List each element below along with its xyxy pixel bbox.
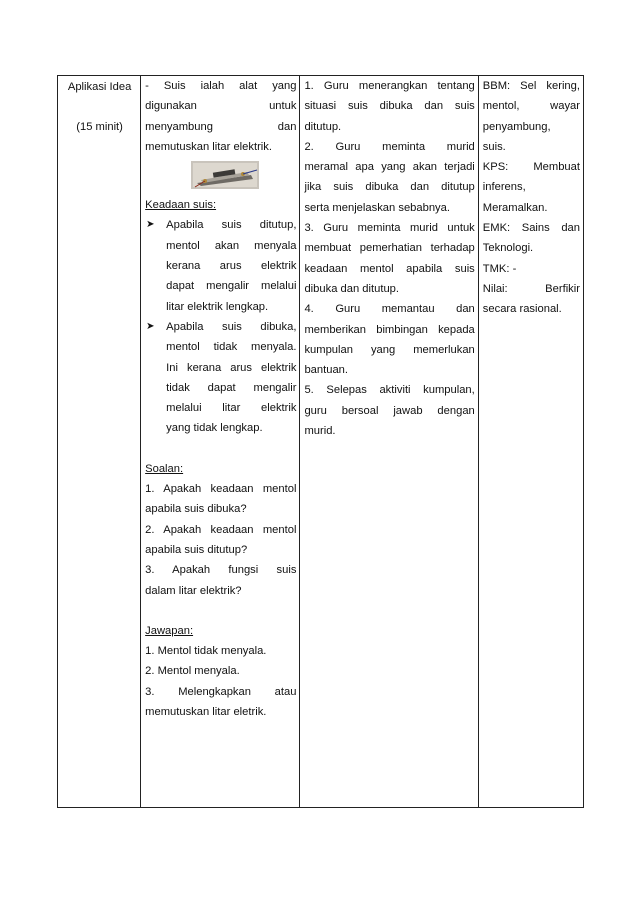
arrow-bullet-icon: ➤ xyxy=(146,219,155,231)
intro-line: - Suis ialah alat yang xyxy=(145,80,297,92)
content-cell xyxy=(141,76,300,808)
arrow-bullet-icon: ➤ xyxy=(146,320,155,332)
questions-heading: Soalan: xyxy=(145,462,184,475)
answers-heading: Jawapan: xyxy=(145,624,194,637)
list-item: ➤ Apabila suis ditutup, mentol akan menyala kerana arus elektrik dapat mengalir melalui litar elektrik lengkap. xyxy=(145,215,296,316)
note-line: BBM: Sel kering, xyxy=(482,80,580,92)
intro-line: menyambung dan xyxy=(145,120,297,133)
step-line: serta menjelaskan sebabnya. xyxy=(304,201,450,214)
step-line: 2. Guru meminta murid xyxy=(304,140,475,153)
note-line: EMK: Sains dan xyxy=(482,222,580,235)
question-line: 3. Apakah fungsi suis xyxy=(145,564,297,577)
answer-line: memutuskan litar eletrik. xyxy=(145,706,267,719)
question-line: dalam litar elektrik? xyxy=(145,584,242,597)
answer-line: 2. Mentol menyala. xyxy=(145,665,240,678)
step-line: kumpulan yang memerlukan xyxy=(304,343,475,356)
note-line: penyambung, xyxy=(482,120,551,133)
table-row xyxy=(58,76,584,808)
question-line: apabila suis ditutup? xyxy=(145,543,248,556)
step-line: guru bersoal jawab dengan xyxy=(304,404,475,417)
step-line: jika suis dibuka dan ditutup xyxy=(304,181,475,194)
notes-cell xyxy=(478,76,583,808)
step-line: 4. Guru memantau dan xyxy=(304,303,475,316)
step-line: bantuan. xyxy=(304,364,349,377)
note-line: Teknologi. xyxy=(482,242,534,255)
stage-title: Aplikasi Idea xyxy=(67,81,132,93)
step-line: 3. Guru meminta murid untuk xyxy=(304,222,475,235)
question-line: apabila suis dibuka? xyxy=(145,503,247,516)
note-line: secara rasional. xyxy=(482,303,562,316)
note-line: suis. xyxy=(482,140,506,153)
lesson-plan-table xyxy=(57,75,584,808)
intro-line: memutuskan litar elektrik. xyxy=(145,140,272,153)
step-line: memberikan bimbingan kepada xyxy=(304,323,475,336)
note-line: TMK: - xyxy=(482,262,517,275)
step-line: murid. xyxy=(304,425,336,438)
note-line: Meramalkan. xyxy=(482,201,548,214)
step-line: keadaan mentol apabila suis xyxy=(304,262,475,275)
question-line: 1. Apakah keadaan mentol xyxy=(145,483,297,496)
step-line: dibuka dan ditutup. xyxy=(304,282,400,295)
activity-cell xyxy=(300,76,478,808)
step-line: ditutup. xyxy=(304,120,342,133)
note-line: mentol, wayar xyxy=(482,100,580,113)
question-line: 2. Apakah keadaan mentol xyxy=(145,523,297,536)
note-line: Nilai: Berfikir xyxy=(482,282,580,295)
stage-duration: (15 minit) xyxy=(76,121,123,134)
step-line: membuat pemerhatian terhadap xyxy=(304,242,475,255)
state-list xyxy=(145,215,296,438)
step-line: 5. Selepas aktiviti kumpulan, xyxy=(304,384,475,397)
note-line: inferens, xyxy=(482,181,526,194)
step-line: 1. Guru menerangkan tentang xyxy=(304,80,475,92)
state-heading: Keadaan suis: xyxy=(145,199,217,212)
intro-line: digunakan untuk xyxy=(145,100,297,113)
note-line: KPS: Membuat xyxy=(482,161,580,174)
step-line: situasi suis dibuka dan suis xyxy=(304,100,475,113)
answer-line: 1. Mentol tidak menyala. xyxy=(145,645,267,658)
stage-cell xyxy=(58,76,141,808)
answer-line: 3. Melengkapkan atau xyxy=(145,685,297,698)
switch-image xyxy=(191,161,259,189)
step-line: meramal apa yang akan terjadi xyxy=(304,161,475,174)
list-item: ➤ Apabila suis dibuka, mentol tidak menyala. Ini kerana arus elektrik tidak dapat mengalir melalui litar elektrik yang tidak lengkap. xyxy=(145,317,296,439)
